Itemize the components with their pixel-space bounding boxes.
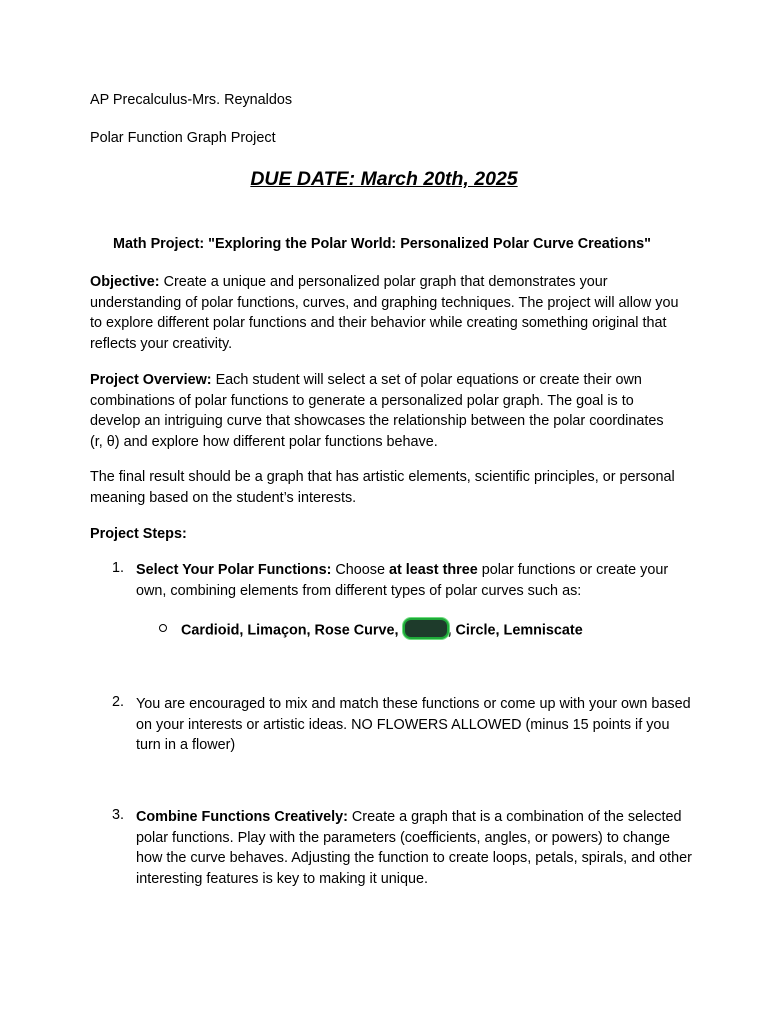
separator: , (306, 622, 315, 639)
separator: , (495, 622, 504, 639)
separator: , (394, 622, 403, 639)
curve-type-item: Circle (455, 622, 496, 639)
separator: , (239, 622, 248, 639)
redaction-mark (405, 620, 447, 637)
objective-text: Create a unique and personalized polar graph that demonstrates your understanding of polar functions, curves, and graphing techniques. The project will allow you to explore different polar functions and their behavior while creating something original that reflects your creativity. (90, 274, 679, 352)
overview-label: Project Overview: (90, 372, 212, 388)
project-name: Polar Function Graph Project (90, 130, 276, 146)
step-1-text-b: polar functions or create your own, combining elements from different types of polar curves such as: (136, 562, 669, 599)
step-1 (136, 560, 696, 601)
step-1-label: Select Your Polar Functions: (136, 562, 332, 578)
curve-types-list (181, 622, 583, 639)
objective-paragraph (90, 272, 680, 354)
step-1-text-a: Choose (331, 562, 389, 578)
course-name: AP Precalculus-Mrs. Reynaldos (90, 92, 293, 108)
overview-text: Each student will select a set of polar equations or create their own combinations of polar functions to generate a personalized polar graph. The goal is to develop an intriguing curve that showcases the relationship between the polar coordinates (r, θ) and explore how different polar functions behave. (90, 372, 664, 450)
final-result-paragraph: The final result should be a graph that has artistic elements, scientific principles, or personal meaning based on the student’s interests. (90, 469, 675, 506)
step-2-number: 2. (112, 694, 125, 710)
steps-heading: Project Steps: (90, 526, 187, 542)
objective-label: Objective: (90, 274, 160, 290)
step-3-number: 3. (112, 807, 125, 823)
overview-paragraph (90, 370, 680, 452)
step-3-label: Combine Functions Creatively: (136, 809, 348, 825)
step-1-emphasis: at least three (389, 562, 478, 578)
due-date: DUE DATE: March 20th, 2025 (250, 168, 518, 190)
hollow-bullet-icon (159, 624, 167, 632)
separator: , (447, 622, 456, 639)
curve-type-item: Rose Curve (314, 622, 395, 639)
curve-type-item: Cardioid (181, 622, 240, 639)
curve-type-item: Lemniscate (503, 622, 583, 639)
step-2: You are encouraged to mix and match these functions or come up with your own based on your interests or artistic ideas. NO FLOWERS ALLOWED (minus 15 points if you turn in a flower) (136, 696, 691, 753)
step-3 (136, 807, 696, 889)
step-3-text: Create a graph that is a combination of the selected polar functions. Play with the parameters (coefficients, angles, or powers) to change how the curve behaves. Adjusting the function to create loops, petals, spirals, and other interesting features is key to making it unique. (136, 809, 692, 887)
curve-type-item: Limaçon (247, 622, 307, 639)
step-1-number: 1. (112, 560, 125, 576)
project-title: Math Project: "Exploring the Polar World: Personalized Polar Curve Creations" (113, 236, 651, 252)
